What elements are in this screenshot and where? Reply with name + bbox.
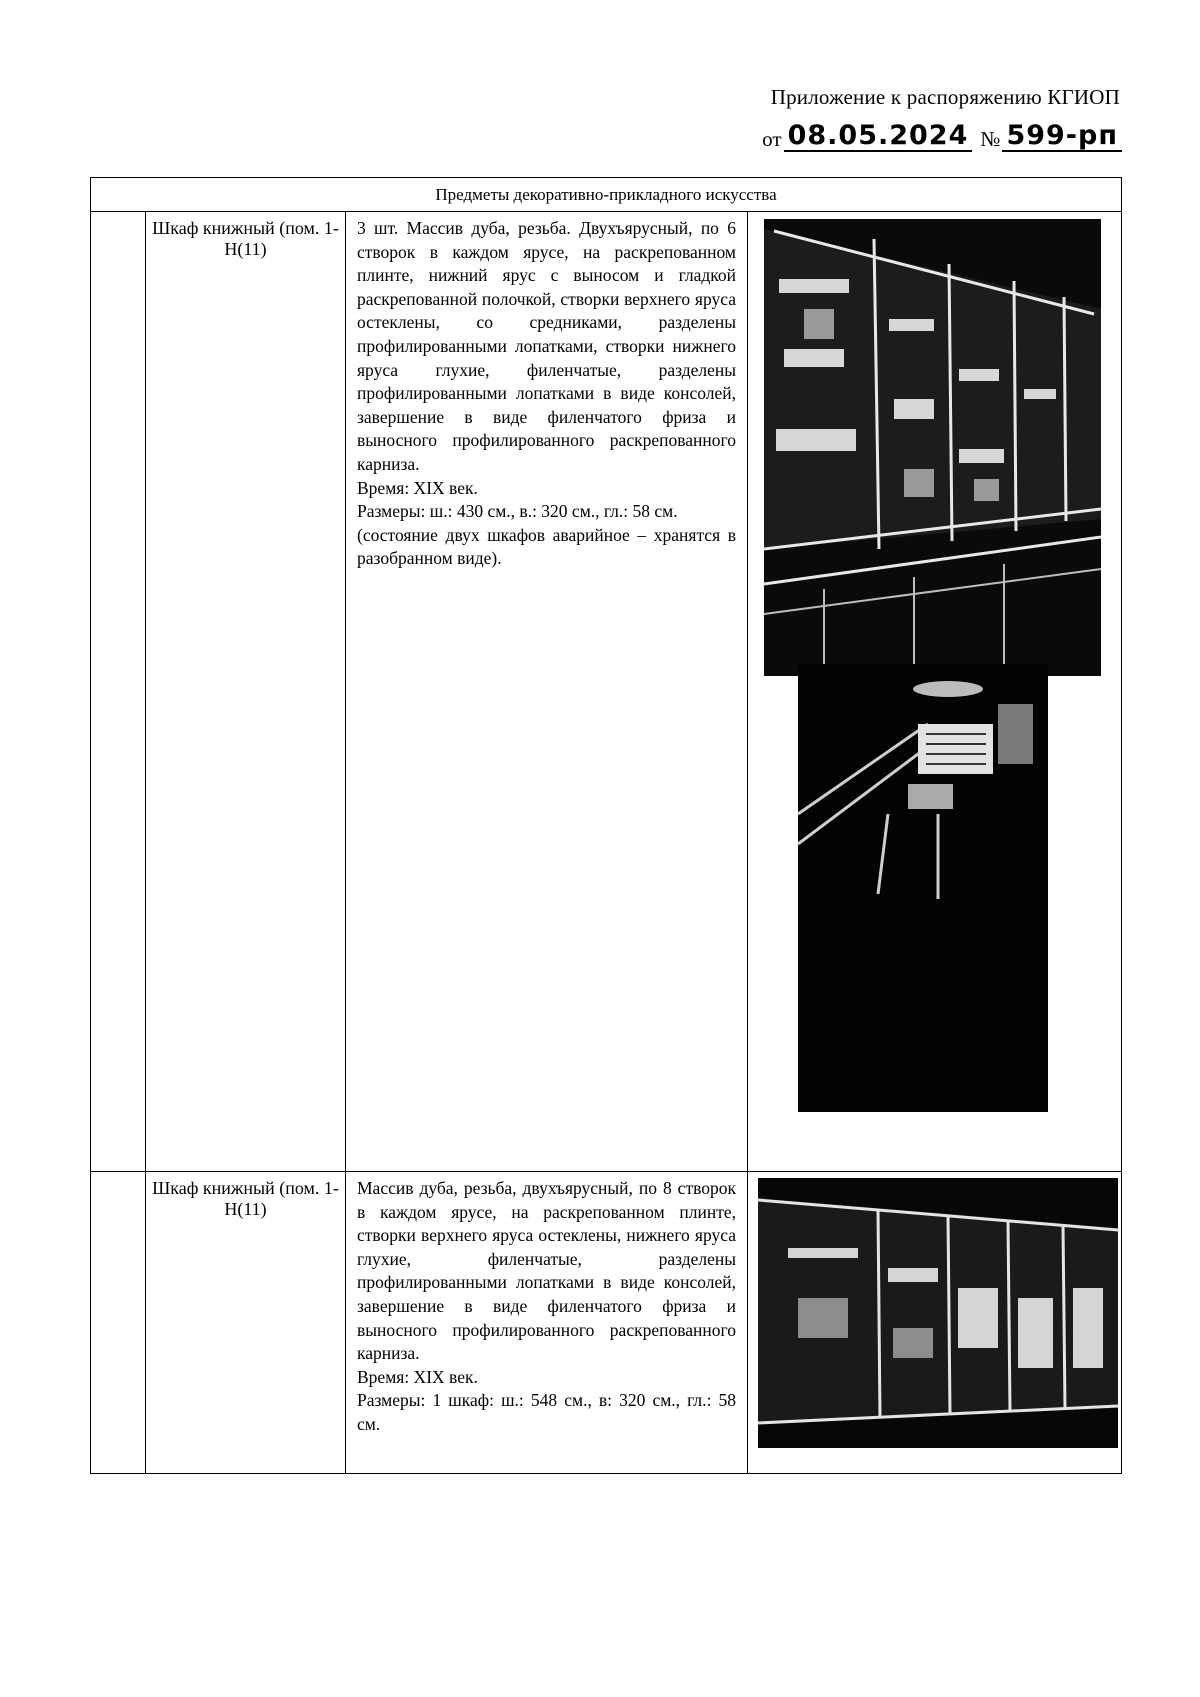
photo-cell — [748, 212, 1122, 1172]
time-text: Время: XIX век. — [357, 477, 478, 498]
object-name: Шкаф книжный (пом. 1-Н(11) — [146, 1172, 346, 1474]
number-label: № — [980, 127, 1001, 151]
section-title: Предметы декоративно-прикладного искусства — [91, 178, 1122, 212]
bookcase-photo — [764, 219, 1101, 676]
bookcase-photo — [758, 1178, 1118, 1448]
from-label: от — [762, 127, 782, 151]
objects-table — [90, 177, 1122, 1474]
order-reference — [760, 122, 1122, 152]
row-number — [91, 212, 146, 1172]
object-description — [346, 1172, 748, 1474]
dimensions-text: Размеры: 1 шкаф: ш.: 548 см., в: 320 см., гл.: 58 см. — [357, 1390, 736, 1434]
table-row — [91, 212, 1122, 1172]
row-number — [91, 1172, 146, 1474]
object-name: Шкаф книжный (пом. 1-Н(11) — [146, 212, 346, 1172]
photo-cell — [748, 1172, 1122, 1474]
note-text: (состояние двух шкафов аварийное – хранятся в разобранном виде). — [357, 524, 736, 569]
order-date: 08.05.2024 — [784, 122, 973, 152]
description-text: 3 шт. Массив дуба, резьба. Двухъярусный, по 6 створок в каждом ярусе, на раскрепованном плинте, нижний ярус с выносом и гладкой раскрепованной полочкой, створки верхнего яруса остеклены, со средниками, разделены профилированными лопатками, створки нижнего яруса глухие, филенчатые, разделены профилированными лопатками в виде консолей, завершение в виде филенчатого фриза и выносного профилированного раскрепованного карниза. — [357, 218, 736, 474]
attachment-heading: Приложение к распоряжению КГИОП — [770, 85, 1120, 109]
description-text: Массив дуба, резьба, двухъярусный, по 8 створок в каждом ярусе, на раскрепованном плинте, створки верхнего яруса остеклены, нижнего яруса глухие, филенчатые, разделены профилированными лопатками в виде консолей, завершение в виде филенчатого фриза и выносного профилированного раскрепованного карниза. — [357, 1178, 736, 1364]
dimensions-text: Размеры: ш.: 430 см., в.: 320 см., гл.: 58 см. — [357, 501, 678, 522]
object-description — [346, 212, 748, 1172]
cabinet-interior-photo — [798, 664, 1048, 1112]
order-number: 599-рп — [1002, 122, 1122, 152]
table-row — [91, 1172, 1122, 1474]
time-text: Время: XIX век. — [357, 1366, 478, 1387]
